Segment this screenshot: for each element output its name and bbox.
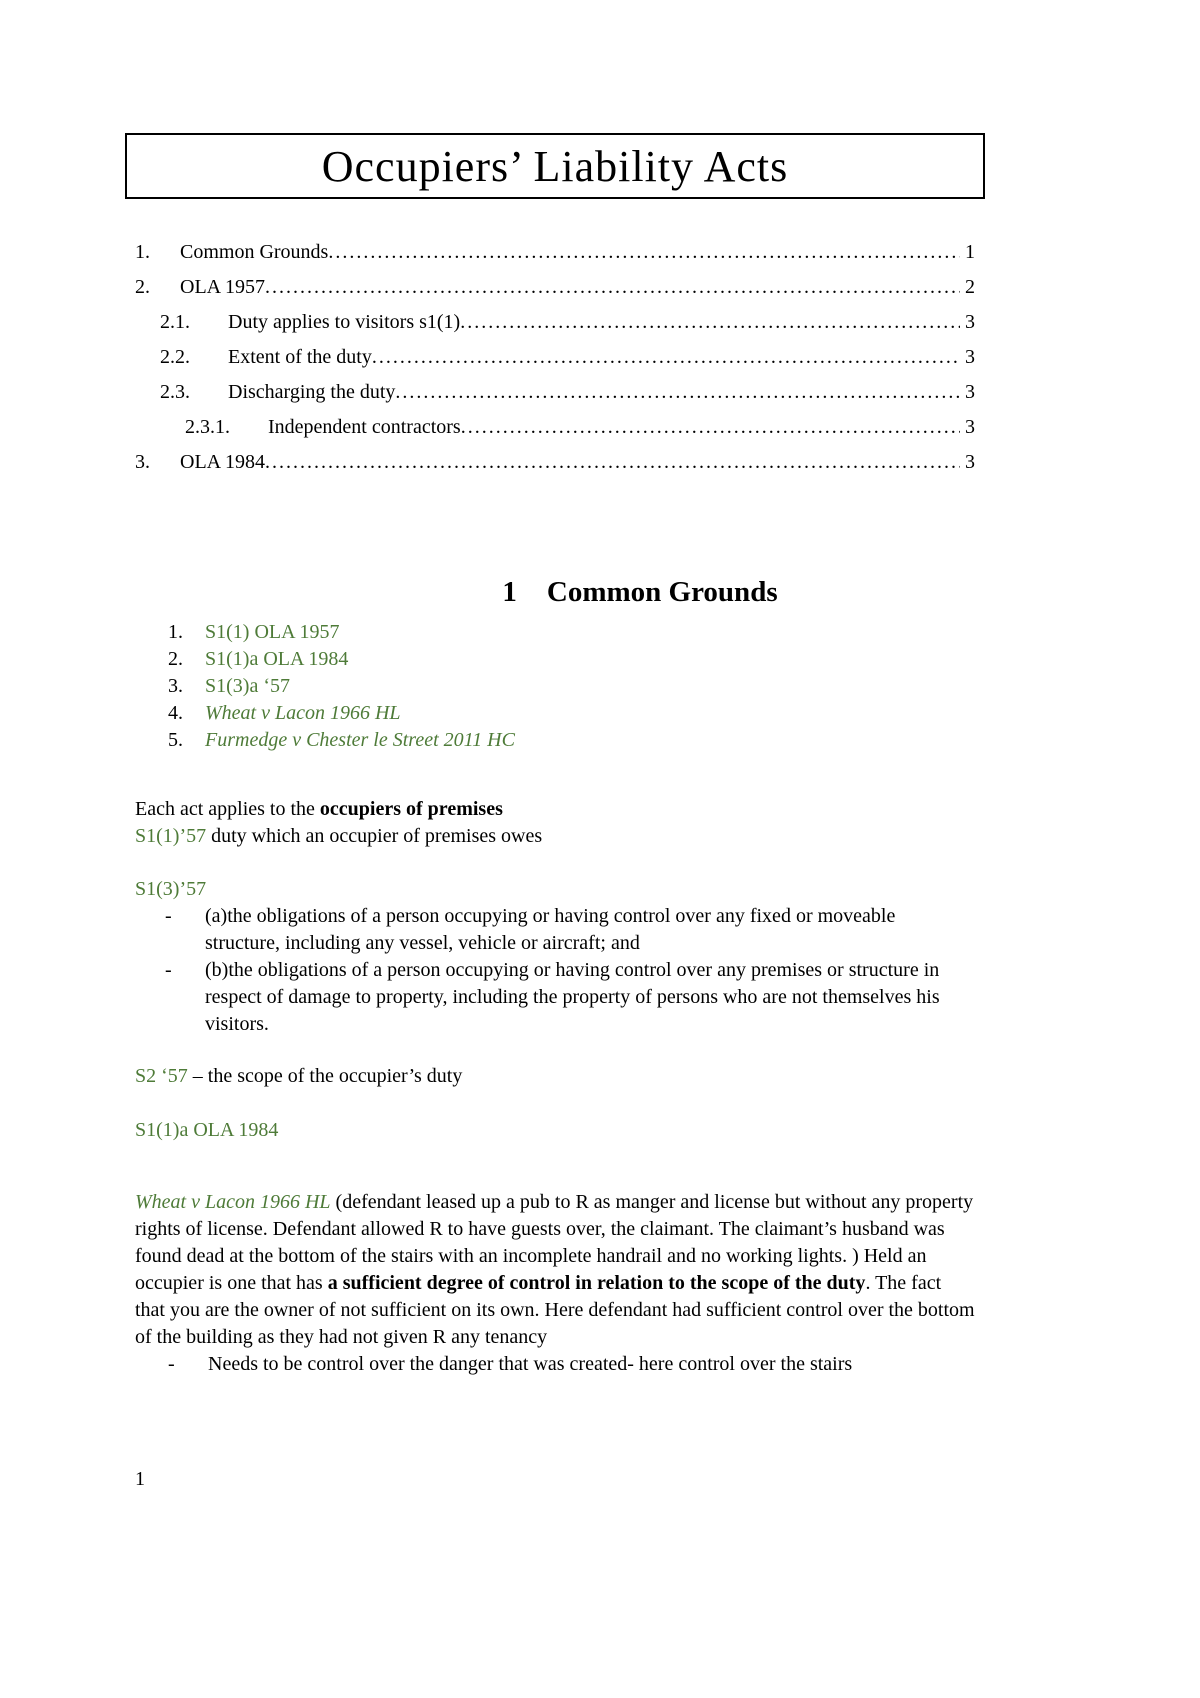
- body-line: [135, 876, 975, 903]
- source-item: [135, 727, 975, 754]
- statute-ref: S1(3)’57: [135, 878, 207, 900]
- toc-number: 2.: [135, 276, 150, 298]
- toc-page-number: 2: [965, 276, 975, 298]
- toc-label[interactable]: OLA 1957: [180, 276, 265, 298]
- source-item-text: S1(1) OLA 1957: [205, 621, 340, 643]
- toc-page-number: 3: [965, 346, 975, 368]
- body-text: (defendant leased up a pub to R as manger and license but without any property rights of license. Defendant allowed R to have guests over, the claimant. The claimant’s husband was found dead at the bottom of the stairs with an incomplete handrail and no working lights. ) Held an occupier is one that has: [135, 1191, 974, 1294]
- source-item-number: 3.: [168, 675, 183, 697]
- source-item-number: 4.: [168, 702, 183, 724]
- toc-number: 2.3.: [160, 381, 190, 403]
- source-item-number: 5.: [168, 729, 183, 751]
- toc-entry: [135, 235, 975, 270]
- dash-item-text: (b)the obligations of a person occupying or having control over any premises or structure in respect of damage to property, including the property of persons who are not themselves his visitors.: [205, 959, 940, 1035]
- page-number-footer: 1: [135, 1468, 145, 1490]
- title-box: [125, 133, 985, 199]
- dash-item-text: Needs to be control over the danger that was created- here control over the stairs: [208, 1353, 853, 1375]
- toc-leader-dots: [265, 445, 960, 480]
- source-item-text: S1(1)a OLA 1984: [205, 648, 349, 670]
- body-text: duty which an occupier of premises owes: [206, 825, 543, 847]
- toc-page-number: 3: [965, 451, 975, 473]
- toc-number: 2.1.: [160, 311, 190, 333]
- toc-entry: [135, 340, 975, 375]
- case-name: Wheat v Lacon 1966 HL: [135, 1191, 331, 1213]
- toc-label[interactable]: Extent of the duty: [228, 346, 372, 368]
- dash-item-text: (a)the obligations of a person occupying or having control over any fixed or moveable structure, including any vessel, vehicle or aircraft; and: [205, 905, 896, 954]
- toc-label[interactable]: OLA 1984: [180, 451, 265, 473]
- body-line: [135, 1117, 975, 1144]
- toc-label[interactable]: Duty applies to visitors s1(1): [228, 311, 461, 333]
- toc-page-number: 3: [965, 311, 975, 333]
- paragraph-s1-1a-1984: [135, 1117, 975, 1144]
- toc-entry: [135, 410, 975, 445]
- toc-label[interactable]: Common Grounds: [180, 241, 329, 263]
- dash-bullet: -: [168, 1353, 175, 1375]
- source-item: [135, 646, 975, 673]
- body-text: . The fact that you are the owner of not sufficient on its own. Here defendant had sufficient control over the bottom of the building as they had not given R any tenancy: [135, 1272, 975, 1348]
- source-item: [135, 673, 975, 700]
- paragraph-wheat-v-lacon: [135, 1189, 975, 1378]
- source-item: [135, 700, 975, 727]
- body-line: [135, 823, 975, 850]
- table-of-contents: [135, 235, 975, 480]
- body-text: – the scope of the occupier’s duty: [187, 1065, 463, 1087]
- source-item-number: 1.: [168, 621, 183, 643]
- toc-page-number: 3: [965, 416, 975, 438]
- body-text: Each act applies to the: [135, 798, 320, 820]
- toc-leader-dots: [461, 410, 960, 445]
- sources-list: [135, 619, 975, 754]
- source-item-text: S1(3)a ‘57: [205, 675, 290, 697]
- dash-list-item: [135, 957, 975, 1038]
- statute-ref: S1(1)’57: [135, 825, 207, 847]
- source-item-case: Furmedge v Chester le Street 2011 HC: [205, 729, 515, 751]
- body-line: [135, 1063, 975, 1090]
- toc-leader-dots: [460, 305, 960, 340]
- section-heading: [135, 576, 975, 609]
- paragraph-occupiers-of-premises: [135, 796, 975, 850]
- toc-number: 1.: [135, 241, 150, 263]
- toc-leader-dots: [328, 235, 960, 270]
- toc-leader-dots: [395, 375, 960, 410]
- toc-number: 3.: [135, 451, 150, 473]
- toc-leader-dots: [265, 270, 960, 305]
- toc-entry: [135, 305, 975, 340]
- body-text-bold: occupiers of premises: [319, 798, 503, 820]
- toc-label[interactable]: Independent contractors: [268, 416, 461, 438]
- paragraph-s1-3-57: [135, 876, 975, 1038]
- toc-entry: [135, 445, 975, 480]
- toc-number: 2.3.1.: [185, 416, 230, 438]
- body-text-bold: a sufficient degree of control in relation to the scope of the duty: [327, 1272, 866, 1294]
- dash-bullet: -: [165, 959, 172, 981]
- document-title: Occupiers’ Liability Acts: [321, 141, 789, 191]
- toc-number: 2.2.: [160, 346, 190, 368]
- section-heading-number: 1: [502, 576, 517, 608]
- source-item-number: 2.: [168, 648, 183, 670]
- toc-leader-dots: [372, 340, 960, 375]
- toc-page-number: 3: [965, 381, 975, 403]
- statute-ref: S2 ‘57: [135, 1065, 188, 1087]
- dash-list-item: [135, 903, 975, 957]
- toc-entry: [135, 270, 975, 305]
- toc-label[interactable]: Discharging the duty: [228, 381, 396, 403]
- dash-list-item: [135, 1351, 975, 1378]
- statute-ref: S1(1)a OLA 1984: [135, 1119, 279, 1141]
- toc-entry: [135, 375, 975, 410]
- case-paragraph: [135, 1189, 975, 1351]
- toc-page-number: 1: [965, 241, 975, 263]
- paragraph-s2-57: [135, 1063, 975, 1090]
- section-heading-title: Common Grounds: [546, 576, 778, 608]
- source-item-case: Wheat v Lacon 1966 HL: [205, 702, 401, 724]
- source-item: [135, 619, 975, 646]
- dash-bullet: -: [165, 905, 172, 927]
- body-line: [135, 796, 975, 823]
